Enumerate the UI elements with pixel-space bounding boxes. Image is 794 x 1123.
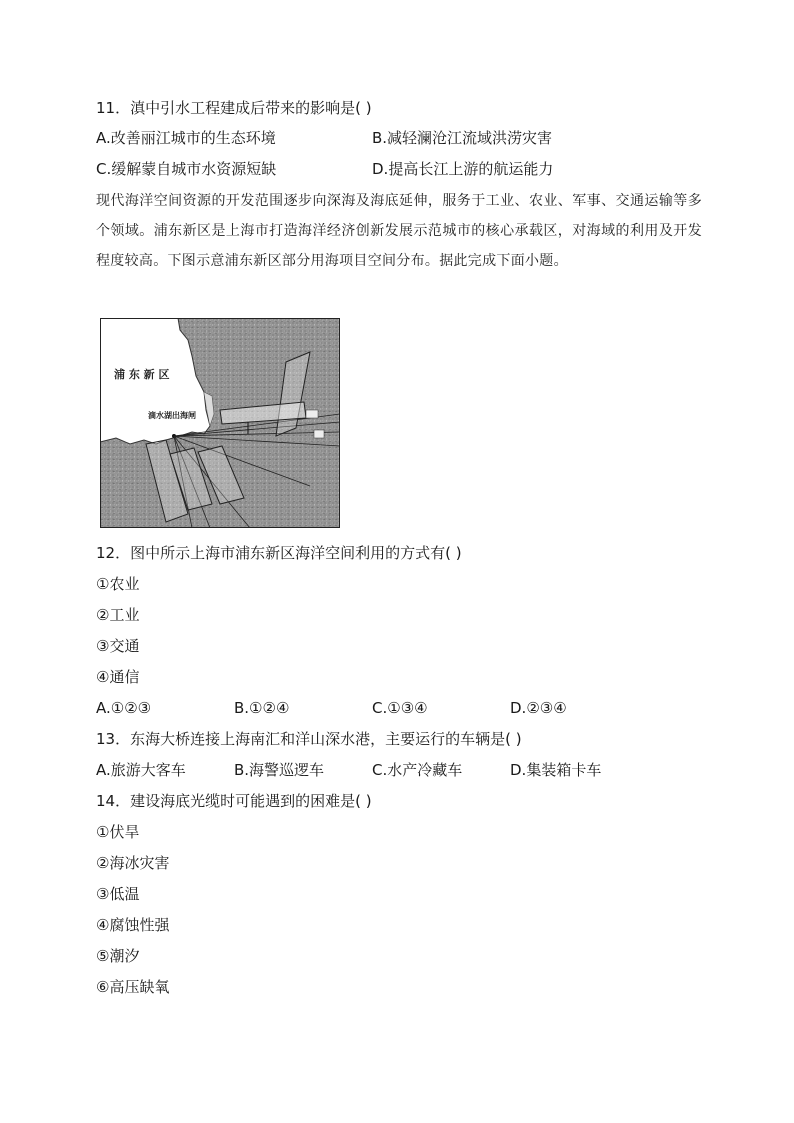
q11-stem: 11．滇中引水工程建成后带来的影响是( ) — [96, 99, 372, 117]
q12-option-a[interactable]: A.①②③ — [96, 699, 152, 717]
q13-option-b[interactable]: B.海警巡逻车 — [234, 761, 325, 779]
q14-item-4: ④腐蚀性强 — [96, 916, 170, 934]
q11-option-b[interactable]: B.减轻澜沧江流域洪涝灾害 — [372, 129, 553, 147]
q12-item-4: ④通信 — [96, 668, 140, 686]
q13-stem: 13．东海大桥连接上海南汇和洋山深水港，主要运行的车辆是( ) — [96, 730, 522, 748]
q14-item-3: ③低温 — [96, 885, 140, 903]
district-label: 浦 东 新 区 — [114, 368, 170, 381]
q13-option-d[interactable]: D.集装箱卡车 — [510, 761, 602, 779]
q12-option-d[interactable]: D.②③④ — [510, 699, 567, 717]
q12-item-2: ②工业 — [96, 606, 140, 624]
reading-passage: 现代海洋空间资源的开发范围逐步向深海及海底延伸，服务于工业、农业、军事、交通运输等多个领域。浦东新区是上海市打造海洋经济创新发展示范城市的核心承载区，对海域的利用及开发程度较高。下图示意浦东新区部分用海项目空间分布。据此完成下面小题。 — [96, 193, 702, 269]
q12-option-c[interactable]: C.①③④ — [372, 699, 428, 717]
pudong-sea-use-map — [100, 318, 340, 528]
outlet-label: 滴水湖出海闸 — [148, 410, 196, 420]
q14-stem: 14．建设海底光缆时可能遇到的困难是( ) — [96, 792, 372, 810]
q11-option-c[interactable]: C.缓解蒙自城市水资源短缺 — [96, 160, 277, 178]
q13-option-c[interactable]: C.水产冷藏车 — [372, 761, 463, 779]
q11-option-d[interactable]: D.提高长江上游的航运能力 — [372, 160, 554, 178]
q12-item-1: ①农业 — [96, 575, 140, 593]
q12-item-3: ③交通 — [96, 637, 140, 655]
q12-option-b[interactable]: B.①②④ — [234, 699, 290, 717]
q11-option-a[interactable]: A.改善丽江城市的生态环境 — [96, 129, 276, 147]
q14-item-6: ⑥高压缺氧 — [96, 978, 170, 996]
q14-item-5: ⑤潮汐 — [96, 947, 140, 965]
q12-stem: 12．图中所示上海市浦东新区海洋空间利用的方式有( ) — [96, 544, 462, 562]
q13-option-a[interactable]: A.旅游大客车 — [96, 761, 186, 779]
q14-item-1: ①伏旱 — [96, 823, 140, 841]
q14-item-2: ②海冰灾害 — [96, 854, 170, 872]
